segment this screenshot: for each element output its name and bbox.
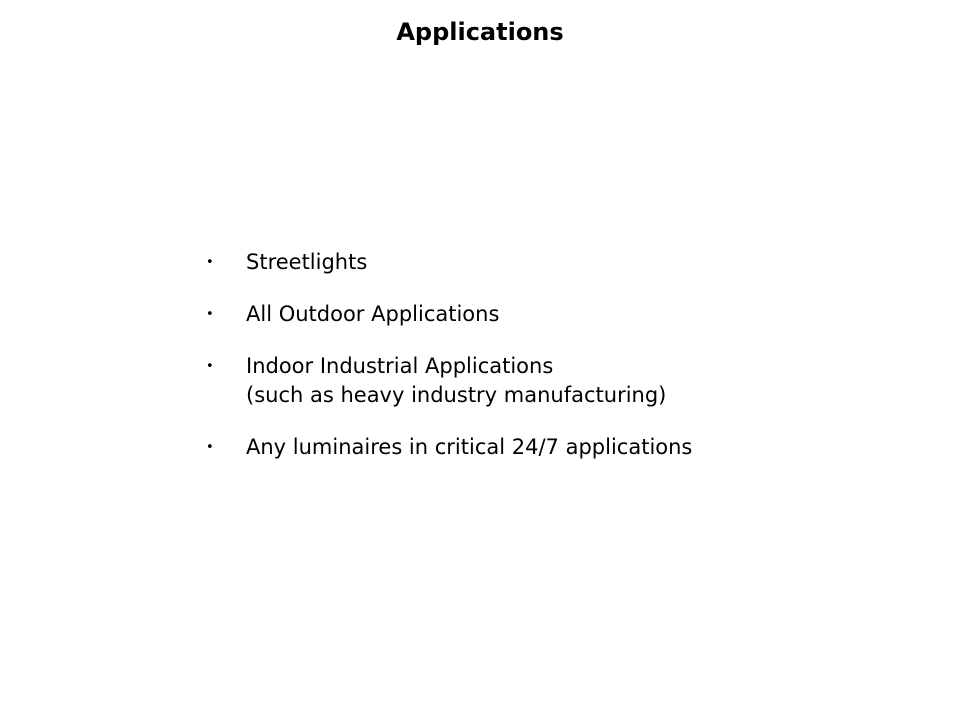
bullet-text: Any luminaires in critical 24/7 applications [246,435,693,459]
bullet-icon: • [206,255,214,270]
list-item-outdoor [206,300,826,329]
bullet-list [206,248,826,462]
bullet-subtext: (such as heavy industry manufacturing) [246,383,667,407]
bullet-icon: • [206,307,214,322]
list-item-streetlights [206,248,826,277]
bullet-text: All Outdoor Applications [246,302,500,326]
bullet-text: Indoor Industrial Applications [246,354,554,378]
slide-title: Applications [396,18,564,46]
bullet-icon: • [206,440,214,455]
list-item-luminaires [206,433,826,462]
bullet-text: Streetlights [246,250,368,274]
list-item-indoor-industrial [206,352,826,410]
bullet-icon: • [206,359,214,374]
